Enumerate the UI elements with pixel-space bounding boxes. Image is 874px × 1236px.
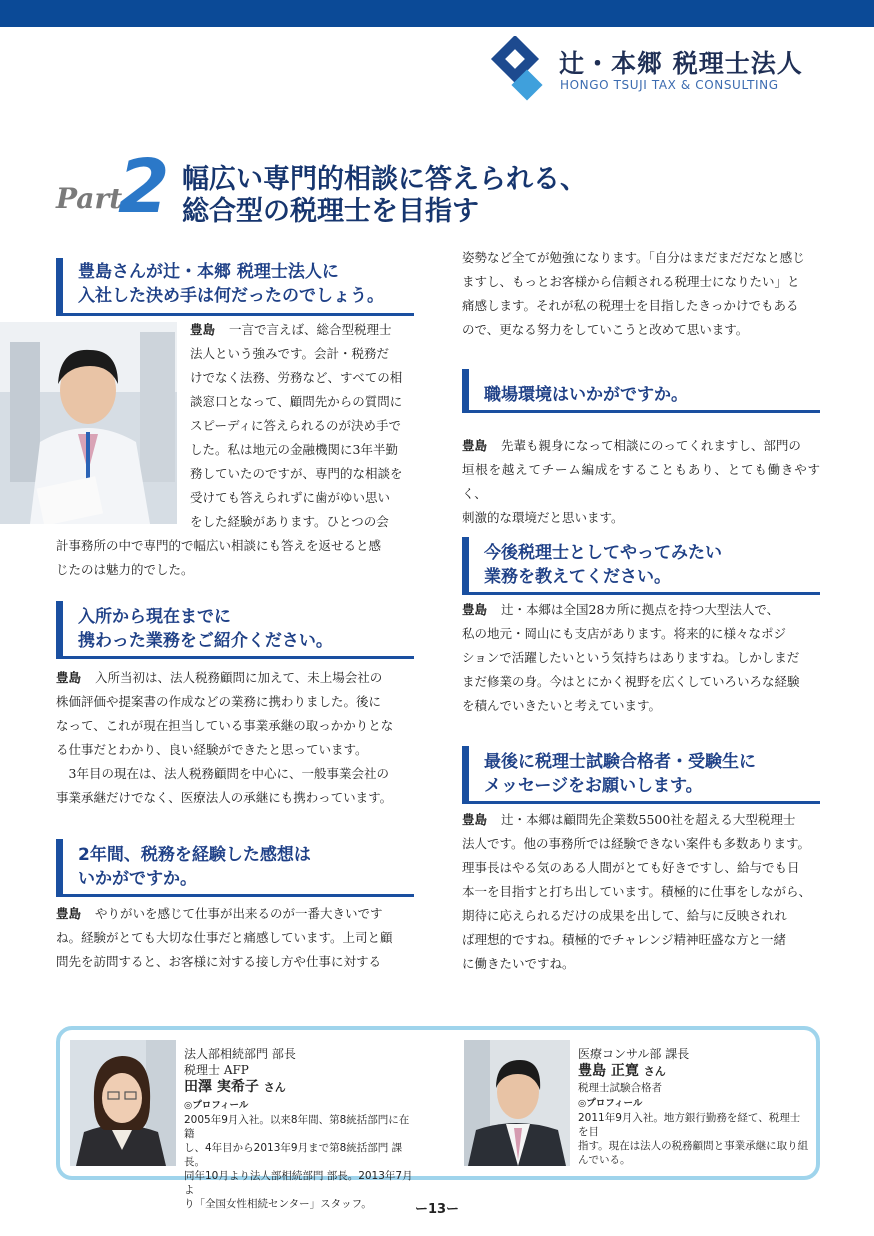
- section-heading-2: 入所から現在までに 携わった業務をご紹介ください。: [56, 601, 414, 659]
- section-heading-3: 2年間、税務を経験した感想は いかがですか。: [56, 839, 414, 897]
- profile-toyoshima: 医療コンサル部 課長 豊島 正寛 さん 税理士試験合格者 ◎プロフィール 2011年9月入社。地方銀行勤務を経て、税理士を目 指す。現在は法人の税務顧問と事業承継に取り組 んでいる。: [578, 1047, 809, 1166]
- company-name: 辻・本郷 税理士法人: [559, 49, 803, 78]
- section-1-wrapped-text: 豊島 一言で言えば、総合型税理士 法人という強みです。会計・税務だ けでなく法務、労務など、すべての相 談窓口となって、顧問先からの質問に スピーディに答えられるのが決め手で した。私は地元の金融機関に3年半勤 務していたのですが、専門的な相談を 受けても答えられずに歯がゆい思い をした経験があります。ひとつの会: [190, 322, 403, 529]
- section-3-text: 豊島 やりがいを感じて仕事が出来るのが一番大きいです ね。経験がとても大切な仕事だと痛感しています。上司と顧 問先を訪問すると、お客様に対する接し方や仕事に対する: [56, 906, 393, 969]
- photo-tazawa: [70, 1040, 176, 1166]
- photo-toyoshima-profile: [464, 1040, 570, 1166]
- section-heading-4: 職場環境はいかがですか。: [462, 369, 820, 413]
- section-4-text: 豊島 先輩も親身になって相談にのってくれますし、部門の 垣根を越えてチーム編成をすることもあり、とても働きやすく、 刺激的な環境だと思います。: [462, 438, 820, 525]
- section-3-continued-text: 姿勢など全てが勉強になります。「自分はまだまだだなと感じ ますし、もっとお客様から信頼される税理士になりたい」と 痛感します。それが私の税理士を目指したきっかけでもある ので、更なる努力をしていこうと改めて思います。: [462, 250, 805, 337]
- company-logo-mark: [484, 36, 550, 102]
- profile-tazawa: 法人部相続部門 部長 税理士 AFP 田澤 実希子 さん ◎プロフィール 2005年9月入社。以来8年間、第8統括部門に在籍 し、4年目から2013年9月まで第8統括部門 課長。 同年10月より法人部相続部門 部長。2013年7月よ り「全国女性相続センター」スタッフ。: [184, 1047, 413, 1210]
- section-5-text: 豊島 辻・本郷は全国28カ所に拠点を持つ大型法人で、 私の地元・岡山にも支店があります。将来的に様々なポジ ションで活躍したいという気持ちはありますね。しかしまだ まだ修業の身。今はとにかく視野を広くしていろいろな経験 を積んでいきたいと考えています。: [462, 602, 800, 713]
- top-color-bar: [0, 0, 874, 27]
- photo-toyoshima: [0, 322, 177, 524]
- section-2-text: 豊島 入所当初は、法人税務顧問に加えて、未上場会社の 株価評価や提案書の作成などの業務に携わりました。後に なって、これが現在担当している事業承継の取っかかりとな る仕事だとわかり、良い経験ができたと思っています。 3年目の現在は、法人税務顧問を中心に、一般事業会社の 事業承継だけでなく、医療法人の承継にも携わっています。: [56, 670, 394, 805]
- part-label: Part: [56, 182, 123, 215]
- page-title: [182, 164, 587, 228]
- section-6-text: 豊島 辻・本郷は顧問先企業数5500社を超える大型税理士 法人です。他の事務所では経験できない案件も多数あります。 理事長はやる気のある人間がとても好きですし、給与でも日 本一を目指すと打ち出しています。積極的に仕事をしながら、 期待に応えられるだけの成果を出して、給与に反映されれ ば理想的ですね。積極的でチャレンジ精神旺盛な方と一緒 に働きたいですね。: [462, 812, 812, 971]
- section-1-full-text: 計事務所の中で専門的で幅広い相談にも答えを返せると感 じたのは魅力的でした。: [56, 538, 382, 577]
- part-number: 2: [118, 144, 170, 230]
- section-heading-1: 豊島さんが辻・本郷 税理士法人に 入社した決め手は何だったのでしょう。: [56, 258, 414, 316]
- page-number: ー13ー: [414, 1202, 460, 1217]
- title-line-2: 総合型の税理士を目指す: [182, 196, 479, 227]
- title-line-1: 幅広い専門的相談に答えられる、: [182, 164, 587, 195]
- section-heading-6: 最後に税理士試験合格者・受験生に メッセージをお願いします。: [462, 746, 820, 804]
- company-subtitle: HONGO TSUJI TAX & CONSULTING: [560, 78, 779, 92]
- section-heading-5: 今後税理士としてやってみたい 業務を教えてください。: [462, 537, 820, 595]
